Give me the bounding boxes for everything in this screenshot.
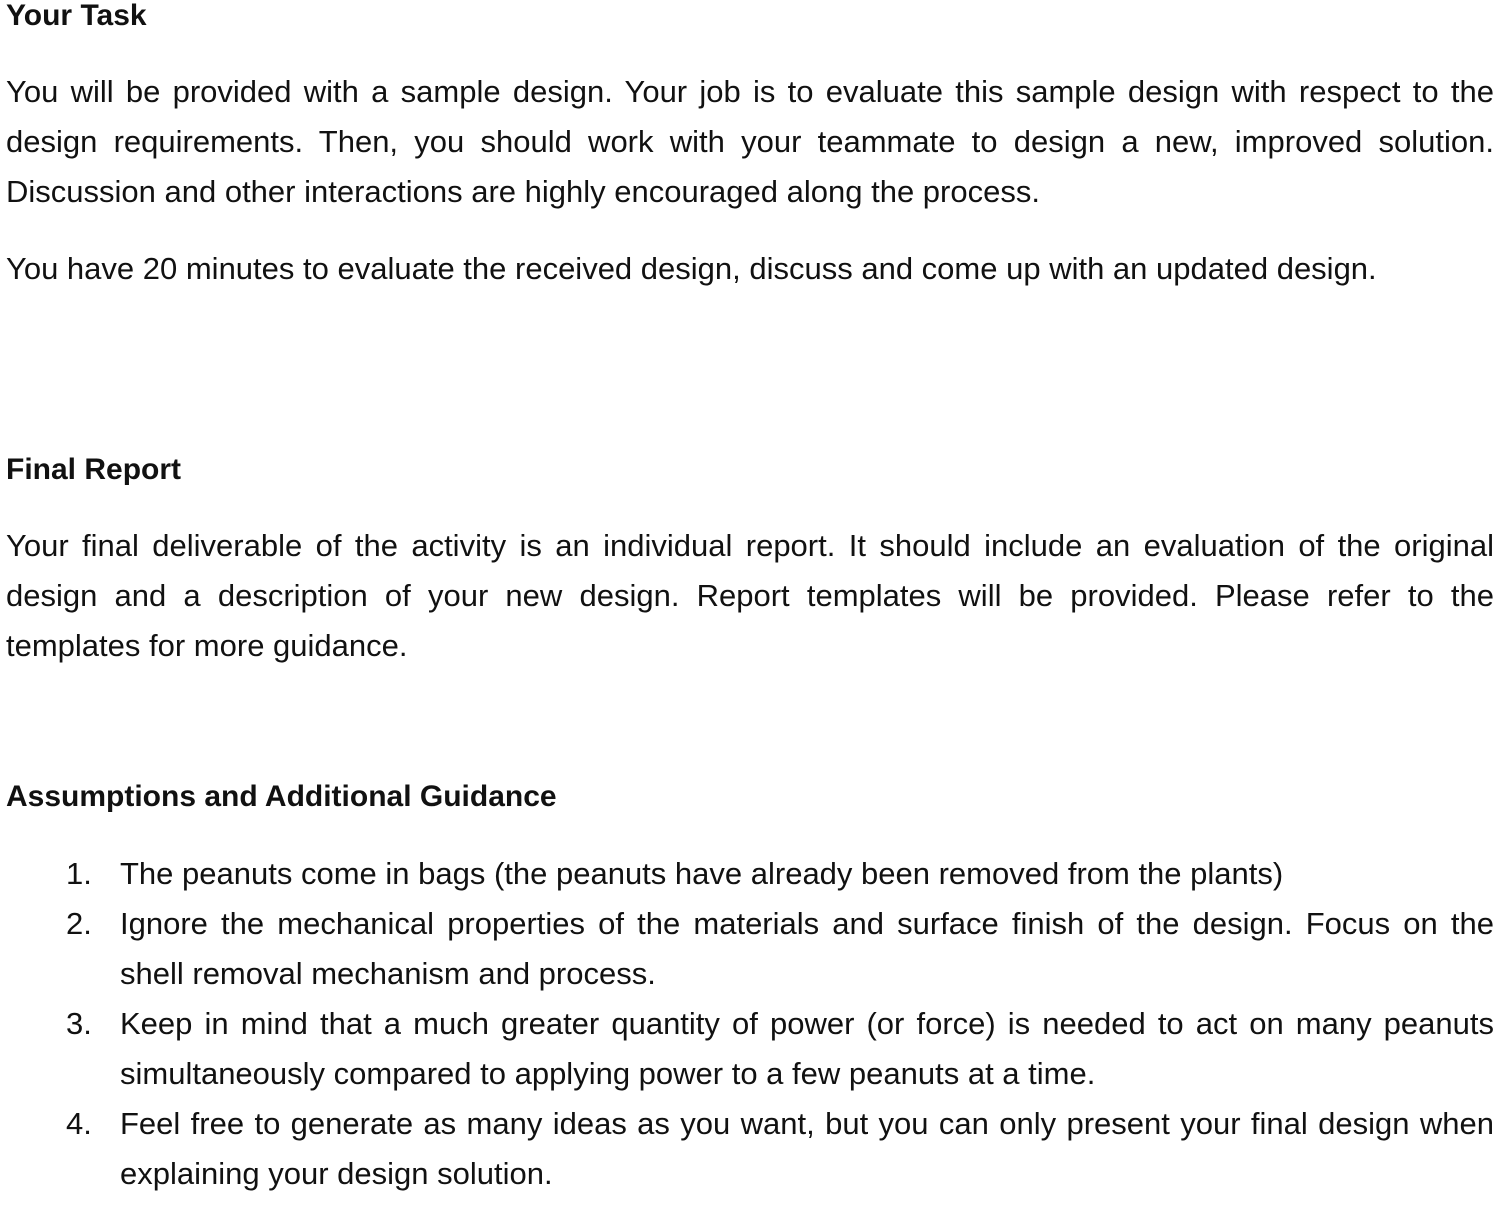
report-paragraph-1: Your final deliverable of the activity is an individual report. It should include an evaluation of the original design and a description of your new design. Report templates will be provided. Please refer to the templates for more guidance.	[6, 528, 1494, 663]
list-item	[6, 899, 1494, 999]
list-item-number: 3.	[66, 1006, 92, 1041]
assumptions-list	[6, 849, 1494, 1199]
list-item-text: Keep in mind that a much greater quantity of power (or force) is needed to act on many peanuts simultaneously compared to applying power to a few peanuts at a time.	[120, 1006, 1494, 1091]
assumptions-heading: Assumptions and Additional Guidance	[6, 780, 557, 813]
list-item-text: The peanuts come in bags (the peanuts have already been removed from the plants)	[120, 856, 1284, 891]
list-item-number: 1.	[66, 856, 92, 891]
report-heading: Final Report	[6, 453, 182, 486]
list-item-text: Feel free to generate as many ideas as you want, but you can only present your final design when explaining your design solution.	[120, 1106, 1494, 1191]
task-heading: Your Task	[6, 0, 147, 32]
list-item	[6, 849, 1494, 899]
list-item-number: 2.	[66, 906, 92, 941]
list-item	[6, 1099, 1494, 1199]
list-item	[6, 999, 1494, 1099]
list-item-number: 4.	[66, 1106, 92, 1141]
list-item-text: Ignore the mechanical properties of the materials and surface finish of the design. Focus on the shell removal mechanism and process.	[120, 906, 1494, 991]
task-paragraph-1: You will be provided with a sample design. Your job is to evaluate this sample design with respect to the design requirements. Then, you should work with your teammate to design a new, improved solution. Discussion and other interactions are highly encouraged along the process.	[6, 74, 1494, 209]
task-paragraph-2: You have 20 minutes to evaluate the received design, discuss and come up with an updated design.	[6, 251, 1377, 286]
